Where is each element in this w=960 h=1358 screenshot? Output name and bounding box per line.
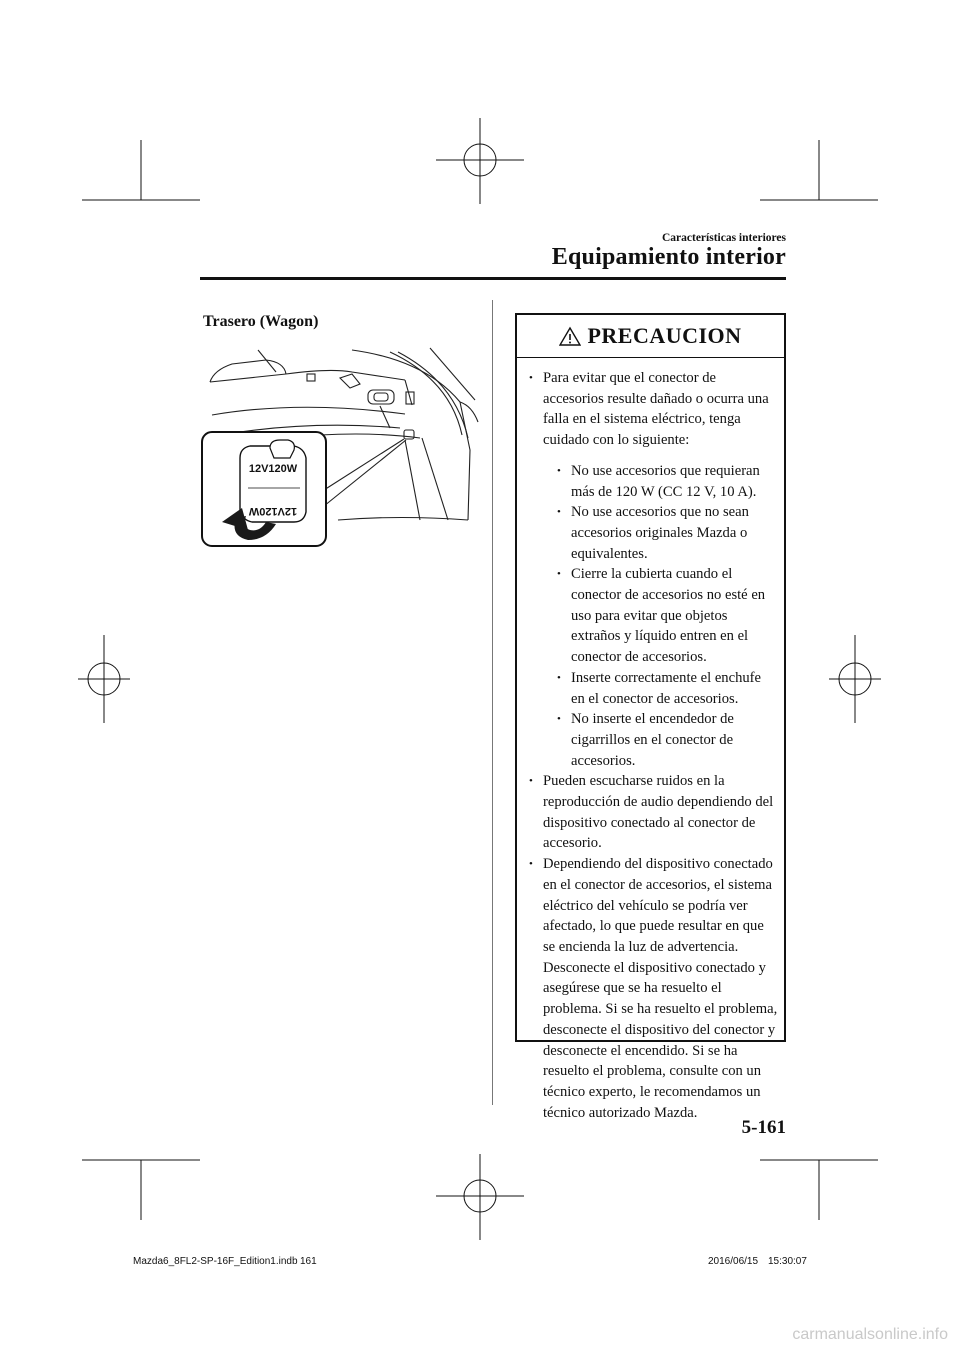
caution-sub-item: • No use accesorios que no sean accesorios originales Mazda o equivalentes.: [555, 502, 778, 564]
accessory-socket-illustration: [200, 340, 485, 555]
caution-sub-item: • No inserte el encendedor de cigarrillos en el conector de accesorios.: [555, 709, 778, 771]
registration-target-right: [829, 635, 881, 723]
page-number: 5-161: [741, 1117, 786, 1138]
caution-item: [527, 368, 778, 771]
caution-header: [517, 315, 784, 358]
caution-sub-item: • Cierre la cubierta cuando el conector de accesorios no esté en uso para evitar que objetos extraños y líquido entren en el conector de accesorios.: [555, 564, 778, 668]
registration-target-top: [436, 118, 524, 204]
subheading-rear-wagon: Trasero (Wagon): [203, 313, 319, 330]
cover-label-bottom: 12V120W: [248, 505, 298, 517]
cover-label-top: 12V120W: [248, 463, 298, 475]
footer-time: 15:30:07: [768, 1256, 807, 1267]
footer-file-name: Mazda6_8FL2-SP-16F_Edition1.indb: [133, 1256, 298, 1267]
caution-item: • Pueden escucharse ruidos en la reproducción de audio dependiendo del dispositivo conectado al conector de accesorio.: [527, 771, 778, 854]
footer-page: 161: [300, 1256, 317, 1267]
column-divider: [492, 300, 493, 1105]
section-label: Características interiores: [661, 232, 786, 244]
caution-title: PRECAUCION: [587, 323, 742, 348]
caution-sub-item: • Inserte correctamente el enchufe en el conector de accesorios.: [555, 668, 778, 709]
section-title: Equipamiento interior: [551, 244, 786, 270]
registration-target-left: [78, 635, 130, 723]
caution-item: • Dependiendo del dispositivo conectado en el conector de accesorios, el sistema eléctrico del vehículo se podría ver afectado, lo que puede resultar en que se encienda la luz de advertencia. Desconecte el dispositivo conectado y asegúrese que se ha resuelto el problema. Si se ha resuelto el problema, desconecte el dispositivo del conector y desconecte el encendido. Si se ha resuelto el problema, consulte con un técnico experto, le recomendamos un técnico autorizado Mazda.: [527, 854, 778, 1123]
caution-sub-item: • No use accesorios que requieran más de 120 W (CC 12 V, 10 A).: [555, 461, 778, 502]
caution-item-text: Para evitar que el conector de accesorios resulte dañado o ocurra una falla en el sistema eléctrico, tenga cuidado con lo siguiente:: [543, 370, 769, 449]
footer-date: 2016/06/15: [708, 1256, 759, 1267]
caution-body: [517, 358, 784, 1123]
header-rule: [200, 277, 786, 280]
watermark: carmanualsonline.info: [792, 1326, 948, 1343]
caution-box: [515, 313, 786, 1121]
registration-target-bottom: [436, 1154, 524, 1240]
warning-triangle-icon: [559, 326, 581, 346]
